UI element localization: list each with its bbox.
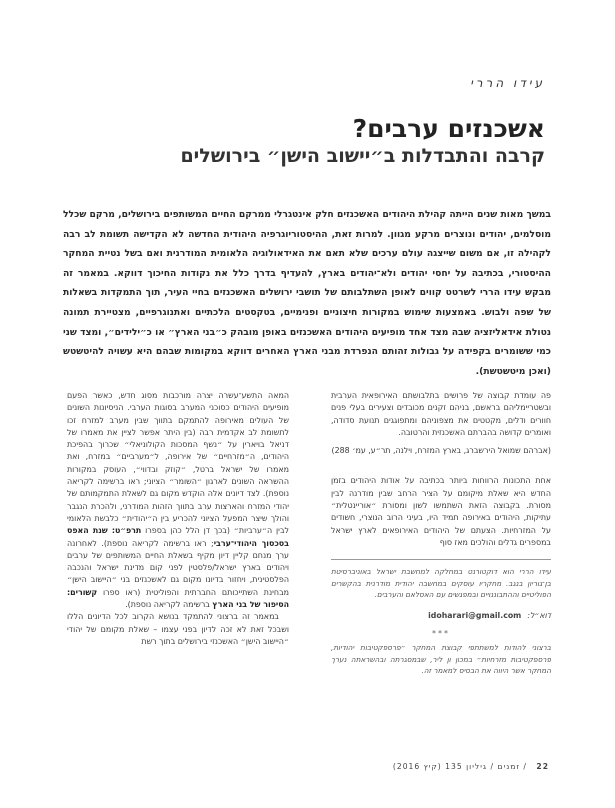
- author-email-link[interactable]: idoharari@gmail.com: [428, 610, 522, 620]
- footnote-divider: [331, 559, 551, 560]
- book-title: קשורים: הסיפור של בני הארץ: [67, 587, 289, 610]
- separator-stars: ***: [432, 629, 450, 639]
- author-bio: עידו הררי הוא דוקטורנט במחלקה למחשבת ישראל באוניברסיטת בן־גוריון בנגב. מחקריו עוסקים במחשבה יהודית מודרנית בהקשרים הפוליטיים וההתבוננויים ובמפגשים עם האסלאם והערבים.: [331, 567, 551, 600]
- body-paragraph: [67, 390, 289, 611]
- article-title: אשכנזים ערבים?: [352, 114, 545, 143]
- left-column: [67, 390, 289, 648]
- journal-issue: / זמנים / גיליון 135 (קיץ 2016): [392, 762, 527, 771]
- acknowledgement-note: ברצוני להודות למשתתפי קבוצת המחקר ״פרספקטיבות יהודיות, פרספקטיבות מזרחיות״ במכון ון ליר, שבמסגרתה ובהשראתה נערך המחקר אשר היווה את הבסיס למאמר זה.: [331, 643, 551, 676]
- epigraph-quote: פה עומדת קבוצה של פרושים בתלבושתם האירופאית הערבית ובשטריימליהם בראשם, בניהם זקנים מכובדים וצעירים בעלי פנים חוורים ודלים, מקטטים את מצפוניהם ומתפוגגים תנועת סדודה, ואומרים קדושה בהברתם האשכנזית והרטובה.: [331, 391, 551, 437]
- page-number: 22: [536, 762, 549, 771]
- author-name: עידו הררי: [470, 76, 545, 90]
- article-subtitle: קרבה והתבדלות ב״יישוב הישן״ בירושלים: [180, 145, 545, 167]
- body-text: ברשימה לקריאה נוספת).: [125, 600, 213, 610]
- email-label: דוא״ל:: [527, 610, 551, 620]
- body-paragraph: במאמר זה ברצוני להתמקד בנושא הקרוב לכל הדיונים הללו ושבכל זאת לא זכה לדיון בפני עצמו – שאלת מקומם של יהודי ״היישוב הישן״ האשכנזי בירושלים בתוך רשת: [67, 612, 289, 646]
- author-email-row: [331, 610, 551, 622]
- right-column: [331, 390, 551, 677]
- page-footer: [249, 762, 549, 771]
- epigraph-source: (אברהם שמואל הירשברג, בארץ המזרח, וילנה, תר״ע, עמ׳ 288): [331, 446, 551, 456]
- body-text: המאה התשע־עשרה יצרה מורכבות מסוג חדש, כאשר הפעם מופיעים היהודים כסוכני המערב בסוגות הערבי. הניסיונות השונים של העולים מאירופה להתמקם בתווך שבין מערב למזרח זכו לתשומת לב אקדמית רבה (בין היתר אפשר לציין את מאמרו של דניאל בויארין על ״נשף המסכות הקולוניאלי״ שכרוך בהפיכת היהודים, ה״מזרחיים״ של אירופה, ל״מערביים״ במזרח, ואת מאמרו של ישראל ברטל, ״קוזק ובדווי״, העוסק במקורות ההשראה השונים לארגון ״השומר״ הציוני; ראו ברשימה לקריאה נוספת). לצד דיונים אלה הוקדש מקום גם לשאלת התמקמותם של יהודי המזרח והארצות ערב בתווך הזהות המודרני, ולהכרת הנגבר והולך שיצר המפעל הציוני להכריע בין ה״יהודית״ כלבשת הלאומי לבין ה״ערביות״ (בכך דן הלל כהן בספרו: [67, 391, 289, 536]
- body-paragraph: אחת התכונות הרווחות ביותר בכתיבה על אודות היהודים בזמן החדש היא שאלת מיקומם על הציר הרחב שבין מודרנה לבין מסורת. בקבוצה הזאת השתמשו לשון ומסורת ״אוריינטלית״ עתיקות, היהודים באירופה תמיד היו, בעיני הרוב הנוצרי, חשודים על המזרחיות. הצעתם של היהודים האירופאים לארץ ישראל במספרים גדלים והולכים מאז סוף: [331, 476, 551, 547]
- book-title: תרפ״ט: שנת האפס בסכסוך היהודי־ערבי: [67, 526, 289, 548]
- article-abstract: במשך מאות שנים הייתה קהילת היהודים האשכנזים חלק אינטגרלי ממרקם החיים המשותפים בירושלים, מרקם שכלל מוסלמים, יהודים ונוצרים מרקע מגוון. למרות זאת, ההיסטוריוגרפיה היהודית החדשה לא הקדישה תשומת לב רבה לקהילה זו, אם משום שייצגה עולם ערכים שלא תאם את האידאולוגיה הלאומית המודרנית ואם בשל נטיית המחקר ההיסטורי, בכתיבה על יחסי יהודים ולא־יהודים בארץ, להעדיף בדרך כלל את נקודות החיכוך דווקא. במאמר זה מבקש עידו הררי לשרטט קווים לאופן השתלבותם של תושבי ירושלים האשכנזים בחיי העיר, תוך התמקדות בשאלות של שפה ולבוש. באמצעות שימוש במקורות חיצוניים ופנימיים, בטקסטים הלכתיים ואתנוגרפיים, מצטיירת תמונה נטולת אידאליזציה שבה מצד אחד מופיעים היהודים האשכנזים באופן מובהק כ״בני הארץ״ או כ״ילידים״, ומצד שני כמי ששומרים בקפידה על גבולות זהותם הנפרדת מבני הארץ האחרים דווקא במקומות שבהם היא עשויה להיטשטש (ואכן מיטשטשת).: [63, 209, 551, 377]
- body-text: ; ראו ברשימה לקריאה נוספת). לאחרונה ערך מנחם קליין דיון מקיף בשאלת החיים המשותפים של ערבים ויהודים בארץ ישראל/פלסטין לפני קום מדינת ישראל והנכבה הפלסטינית, ויחזור בדיונו מקום גם לאשכנזים בני ״היישוב הישן״ מבחינת השתייכותם החברתית והפוליטית (ראו ספרו: [67, 538, 289, 597]
